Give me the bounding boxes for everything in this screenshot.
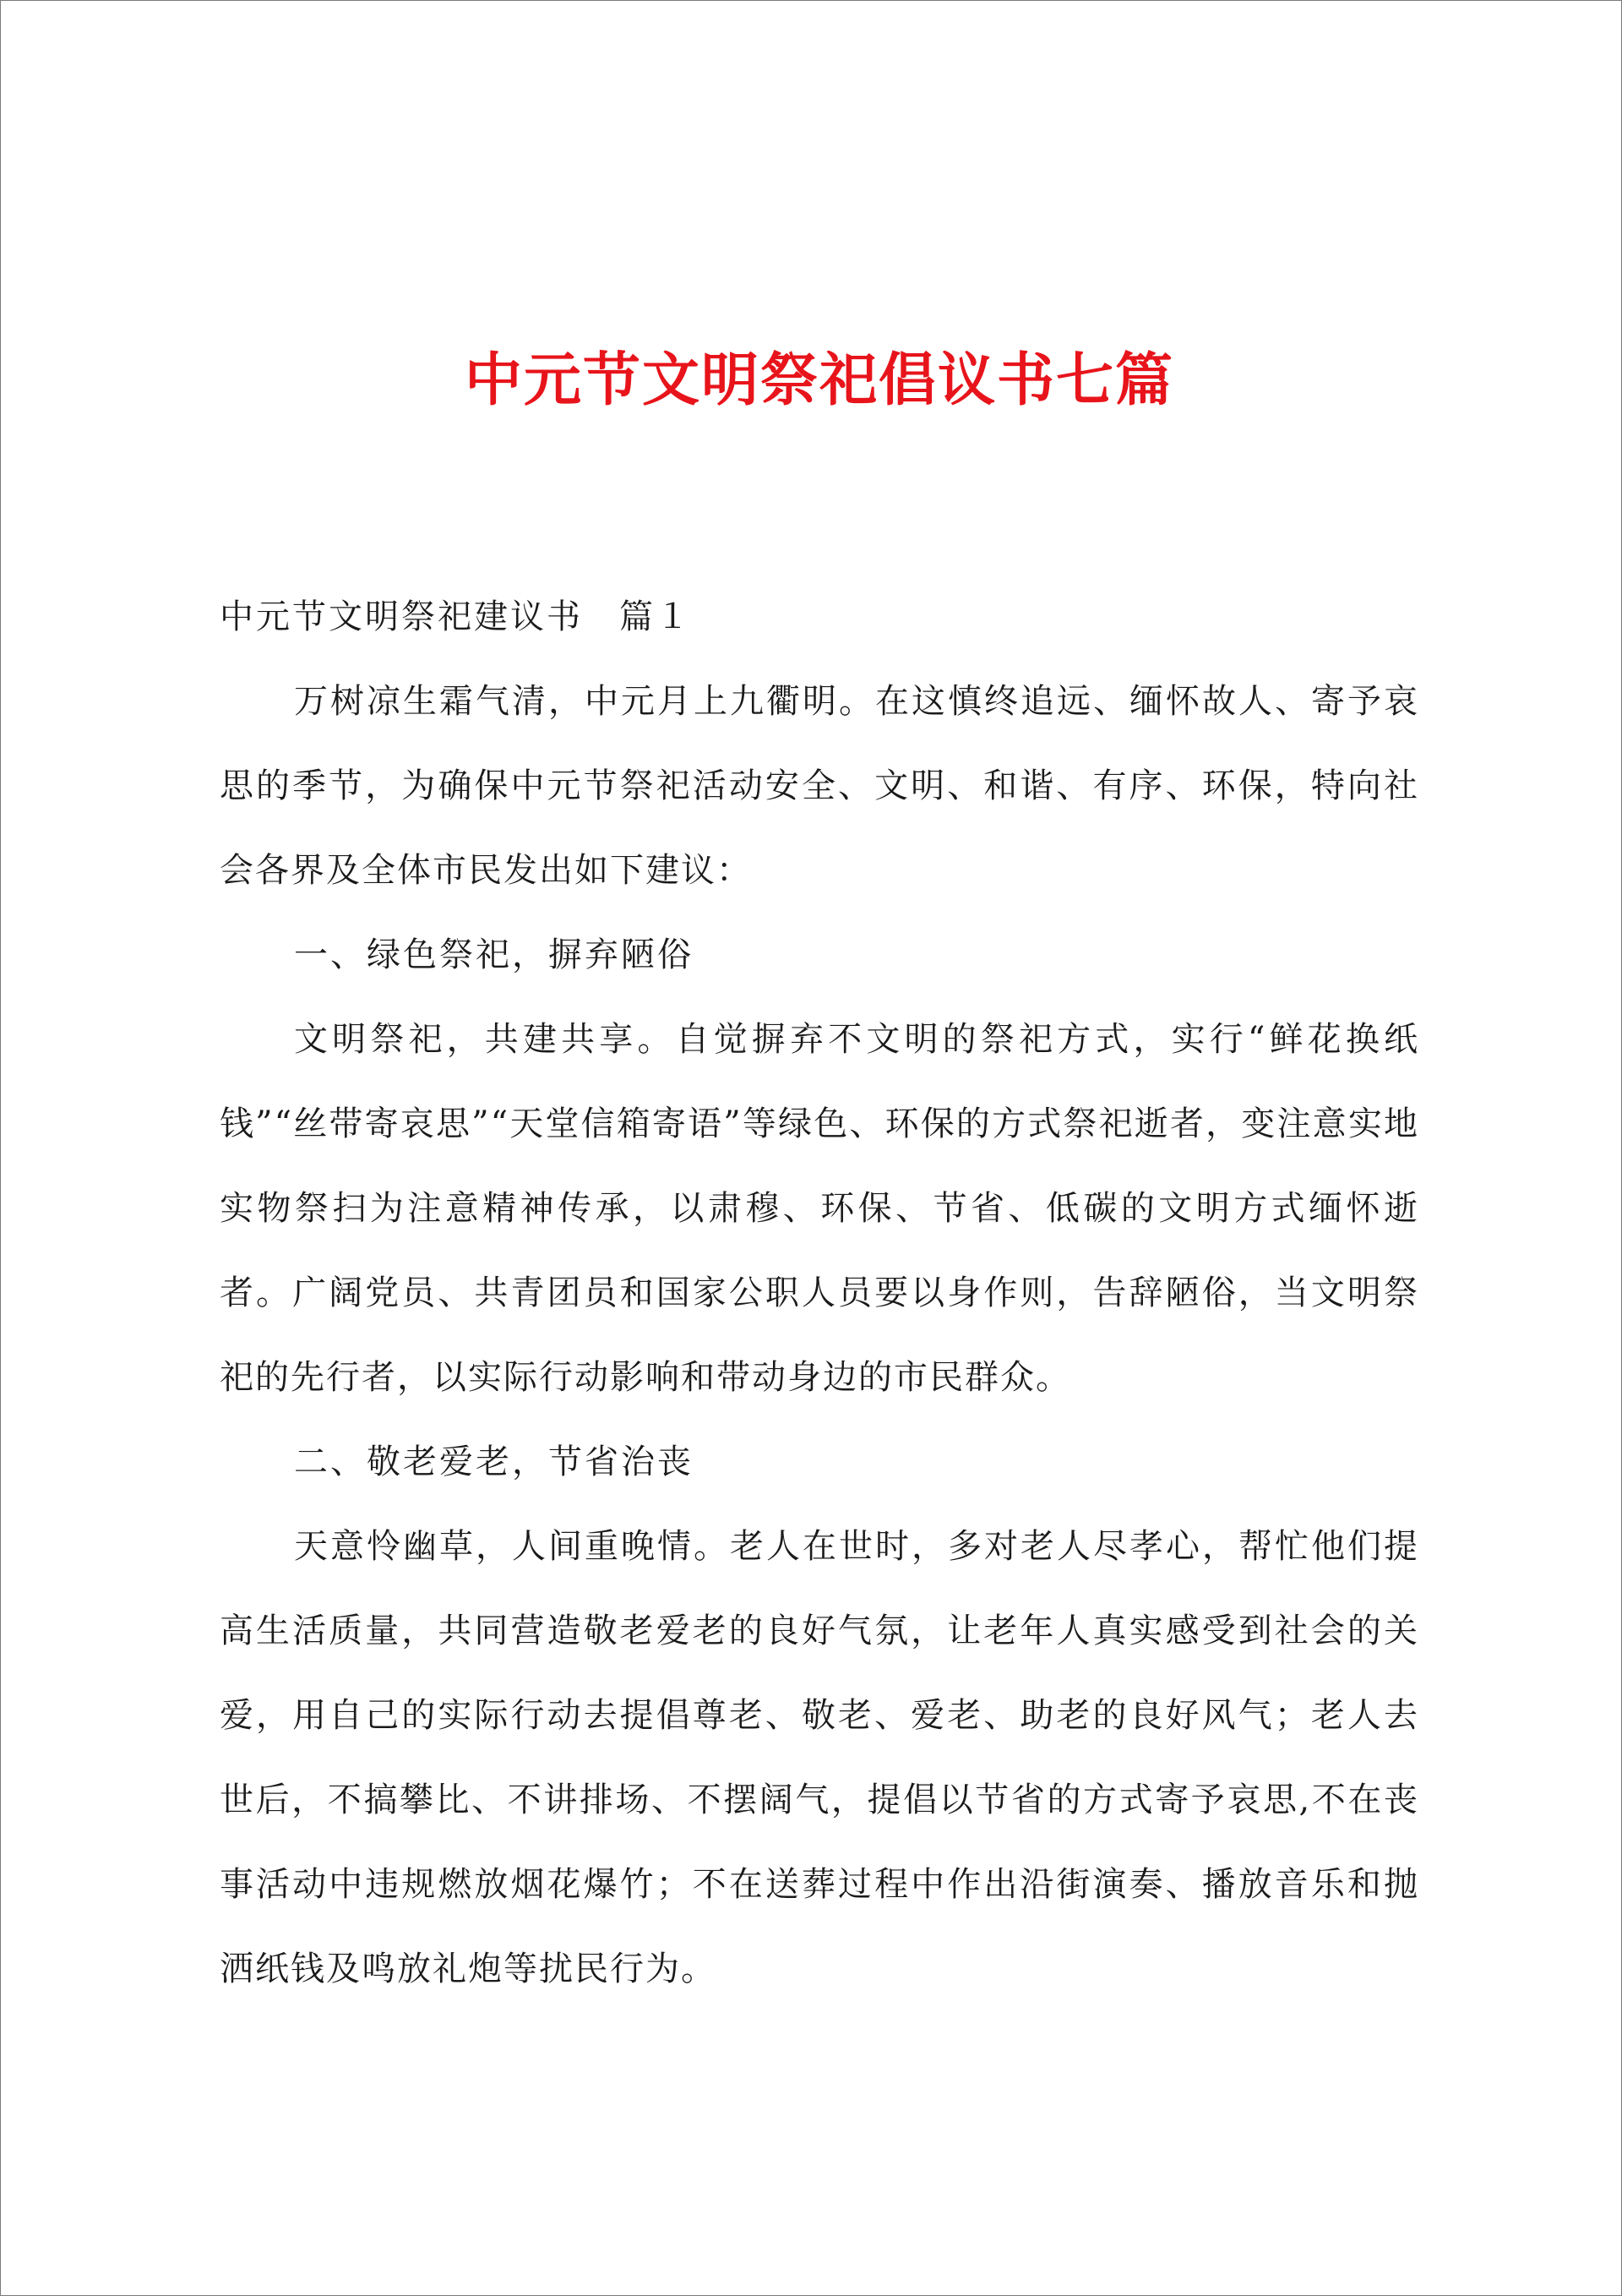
subheading-green-sacrifice: 一、绿色祭祀，摒弃陋俗 [294,935,694,974]
section-title: 中元节文明祭祀建议书 篇１ [220,597,692,636]
paragraph-respect-elders: 天意怜幽草，人间重晚情。老人在世时，多对老人尽孝心，帮忙他们提高生活质量，共同营造敬老爱老的良好气氛，让老年人真实感受到社会的关爱，用自己的实际行动去提倡尊老、敬老、爱老、助老的良好风气；老人去世后，不搞攀比、不讲排场、不摆阔气，提倡以节省的方式寄予哀思,不在丧事活动中违规燃放烟花爆竹；不在送葬过程中作出沿街演奏、播放音乐和抛洒纸钱及鸣放礼炮等扰民行为。 [220,1527,1419,1988]
paragraph-intro: 万树凉生霜气清，中元月上九衢明。在这慎终追远、缅怀故人、寄予哀思的季节，为确保中元节祭祀活动安全、文明、和谐、有序、环保，特向社会各界及全体市民发出如下建议： [220,682,1419,890]
paragraph-green-sacrifice: 文明祭祀，共建共享。自觉摒弃不文明的祭祀方式，实行“鲜花换纸钱”“丝带寄哀思”“天堂信箱寄语”等绿色、环保的方式祭祀逝者，变注意实地实物祭扫为注意精神传承，以肃穆、环保、节省、低碳的文明方式缅怀逝者。广阔党员、共青团员和国家公职人员要以身作则，告辞陋俗，当文明祭祀的先行者，以实际行动影响和带动身边的市民群众。 [220,1020,1419,1397]
subheading-respect-elders: 二、敬老爱老，节省治丧 [294,1442,694,1481]
document-body [220,338,1419,2011]
document-title: 中元节文明祭祀倡议书七篇 [464,346,1174,414]
